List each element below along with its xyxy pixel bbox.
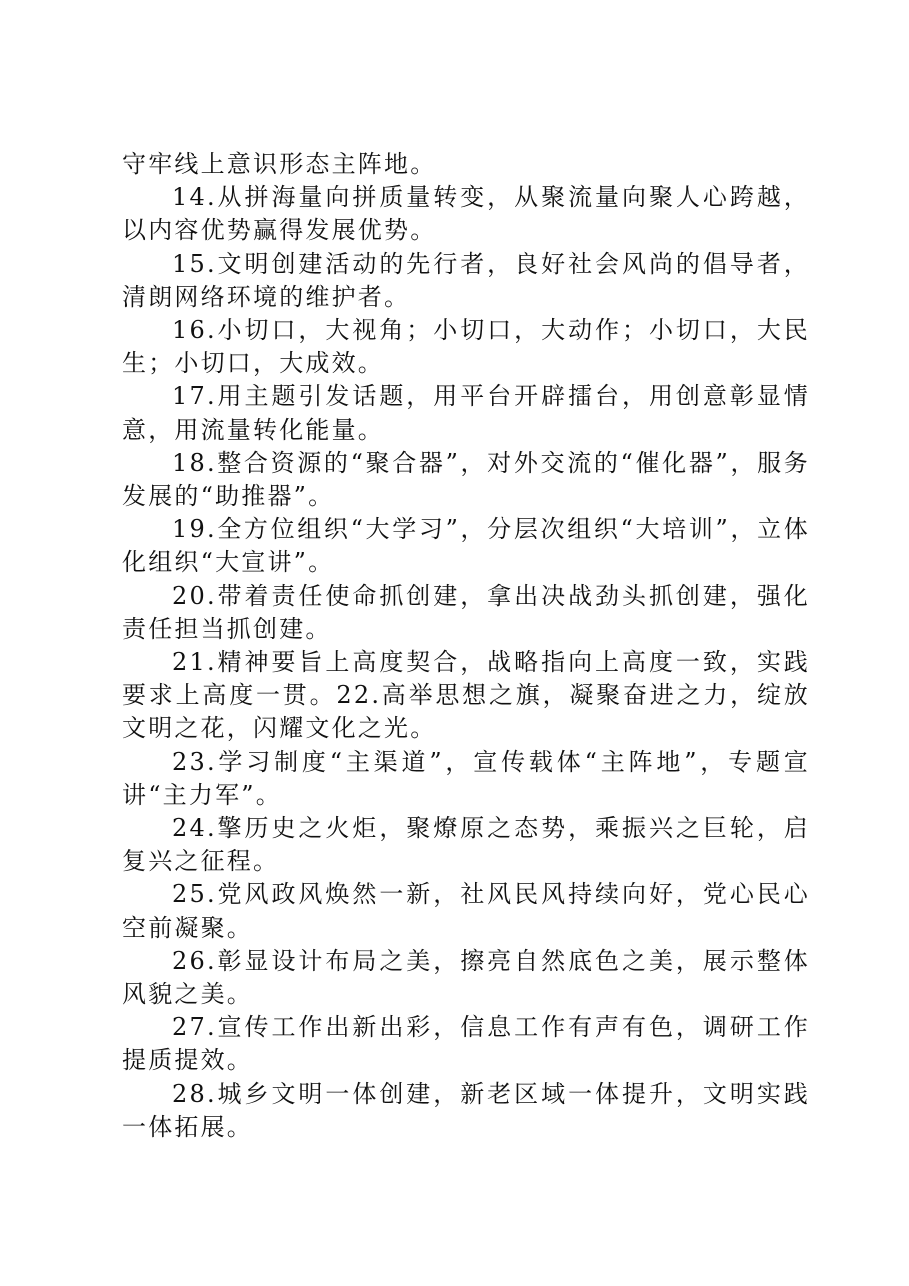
paragraph-24: 24.擎历史之火炬，聚燎原之态势，乘振兴之巨轮，启复兴之征程。 [122, 814, 810, 876]
paragraph-25: 25.党风政风焕然一新，社风民风持续向好，党心民心空前凝聚。 [122, 880, 810, 942]
paragraph-16: 16.小切口，大视角；小切口，大动作；小切口，大民生；小切口，大成效。 [122, 316, 810, 378]
paragraph-26: 26.彰显设计布局之美，擦亮自然底色之美，展示整体风貌之美。 [122, 946, 810, 1009]
paragraph-18: 18.整合资源的“聚合器”，对外交流的“催化器”，服务发展的“助推器”。 [122, 448, 810, 511]
paragraph-20: 20.带着责任使命抓创建，拿出决战劲头抓创建，强化责任担当抓创建。 [122, 581, 810, 643]
paragraph-17: 17.用主题引发话题，用平台开辟擂台，用创意彰显情意，用流量转化能量。 [122, 382, 810, 444]
paragraph-14: 14.从拼海量向拼质量转变，从聚流量向聚人心跨越，以内容优势赢得发展优势。 [122, 183, 810, 245]
paragraph-15: 15.文明创建活动的先行者，良好社会风尚的倡导者，清朗网络环境的维护者。 [122, 249, 810, 311]
paragraph-23: 23.学习制度“主渠道”，宣传载体“主阵地”，专题宣讲“主力军”。 [122, 747, 810, 809]
paragraph-28: 28.城乡文明一体创建，新老区域一体提升，文明实践一体拓展。 [122, 1079, 810, 1141]
document-page [122, 148, 810, 1144]
paragraph-21-22: 21.精神要旨上高度契合，战略指向上高度一致，实践要求上高度一贯。22.高举思想之旗，凝聚奋进之力，绽放文明之花，闪耀文化之光。 [122, 648, 810, 743]
paragraph-19: 19.全方位组织“大学习”，分层次组织“大培训”，立体化组织“大宣讲”。 [122, 515, 810, 577]
paragraph-continuation: 守牢线上意识形态主阵地。 [122, 150, 437, 178]
paragraph-27: 27.宣传工作出新出彩，信息工作有声有色，调研工作提质提效。 [122, 1013, 810, 1075]
